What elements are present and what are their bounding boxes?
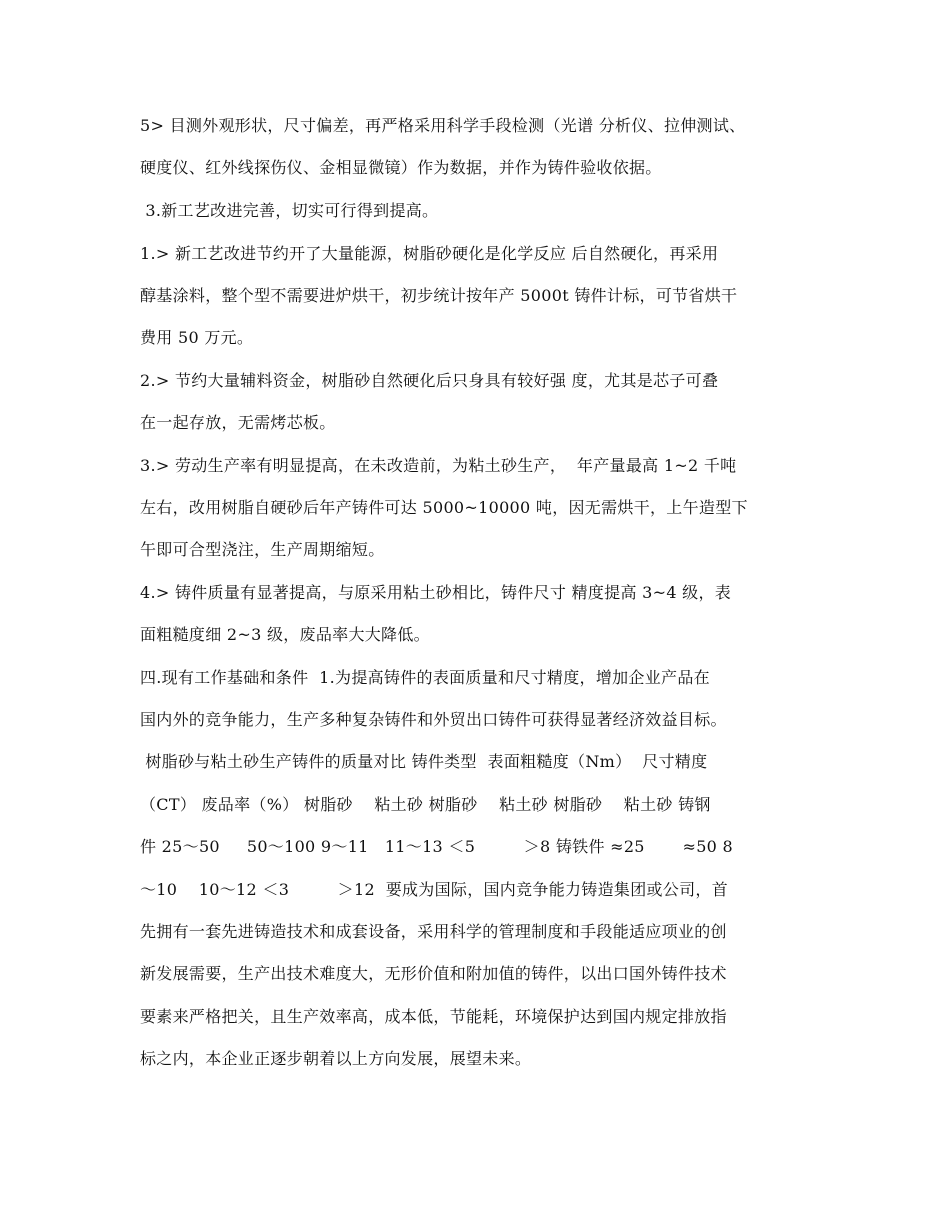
text-line: 国内外的竞争能力，生产多种复杂铸件和外贸出口铸件可获得显著经济效益目标。	[140, 710, 727, 729]
text-line: 醇基涂料，整个型不需要进炉烘干，初步统计按年产 5000t 铸件计标，可节省烘干	[140, 286, 738, 305]
text-line: ～10 10～12 ＜3 ＞12 要成为国际，国内竞争能力铸造集团或公司，首	[140, 880, 728, 899]
text-line: 面粗糙度细 2~3 级，废品率大大降低。	[140, 625, 430, 644]
text-line: 4.> 铸件质量有显著提高，与原采用粘土砂相比，铸件尺寸 精度提高 3~4 级，表	[140, 583, 732, 602]
text-line: 3.新工艺改进完善，切实可行得到提高。	[140, 201, 439, 220]
text-line: 先拥有一套先进铸造技术和成套设备，采用科学的管理制度和手段能适应项业的创	[140, 922, 727, 941]
text-line: 标之内，本企业正逐步朝着以上方向发展，展望未来。	[140, 1049, 532, 1068]
text-line: 午即可合型浇注，生产周期缩短。	[140, 540, 385, 559]
text-line: 硬度仪、红外线探伤仪、金相显微镜）作为数据，并作为铸件验收依据。	[140, 158, 662, 177]
text-line: 2.> 节约大量辅料资金，树脂砂自然硬化后只身具有较好强 度，尤其是芯子可叠	[140, 371, 719, 390]
text-line: 树脂砂与粘土砂生产铸件的质量对比 铸件类型 表面粗糙度（Nm） 尺寸精度	[140, 752, 708, 771]
text-line: 件 25～50 50～100 9～11 11～13 ＜5 ＞8 铸铁件 ≈25 ≈50 8	[140, 837, 734, 856]
text-line: 新发展需要，生产出技术难度大，无形价值和附加值的铸件，以出口国外铸件技术	[140, 964, 727, 983]
text-line: 1.> 新工艺改进节约开了大量能源，树脂砂硬化是化学反应 后自然硬化，再采用	[140, 244, 719, 263]
text-line: 左右，改用树脂自硬砂后年产铸件可达 5000~10000 吨，因无需烘干，上午造型下	[140, 498, 748, 517]
text-line: 费用 50 万元。	[140, 328, 254, 347]
text-line: 四.现有工作基础和条件 1.为提高铸件的表面质量和尺寸精度，增加企业产品在	[140, 668, 710, 687]
text-line: 5> 目测外观形状，尺寸偏差，再严格采用科学手段检测（光谱 分析仪、拉伸测试、	[140, 116, 746, 135]
text-line: （CT） 废品率（%） 树脂砂 粘土砂 树脂砂 粘土砂 树脂砂 粘土砂 铸钢	[140, 795, 711, 814]
text-line: 要素来严格把关，且生产效率高，成本低，节能耗，环境保护达到国内规定排放指	[140, 1007, 727, 1026]
text-line: 3.> 劳动生产率有明显提高，在未改造前，为粘土砂生产， 年产量最高 1~2 千吨	[140, 456, 737, 475]
text-line: 在一起存放，无需烤芯板。	[140, 413, 336, 432]
